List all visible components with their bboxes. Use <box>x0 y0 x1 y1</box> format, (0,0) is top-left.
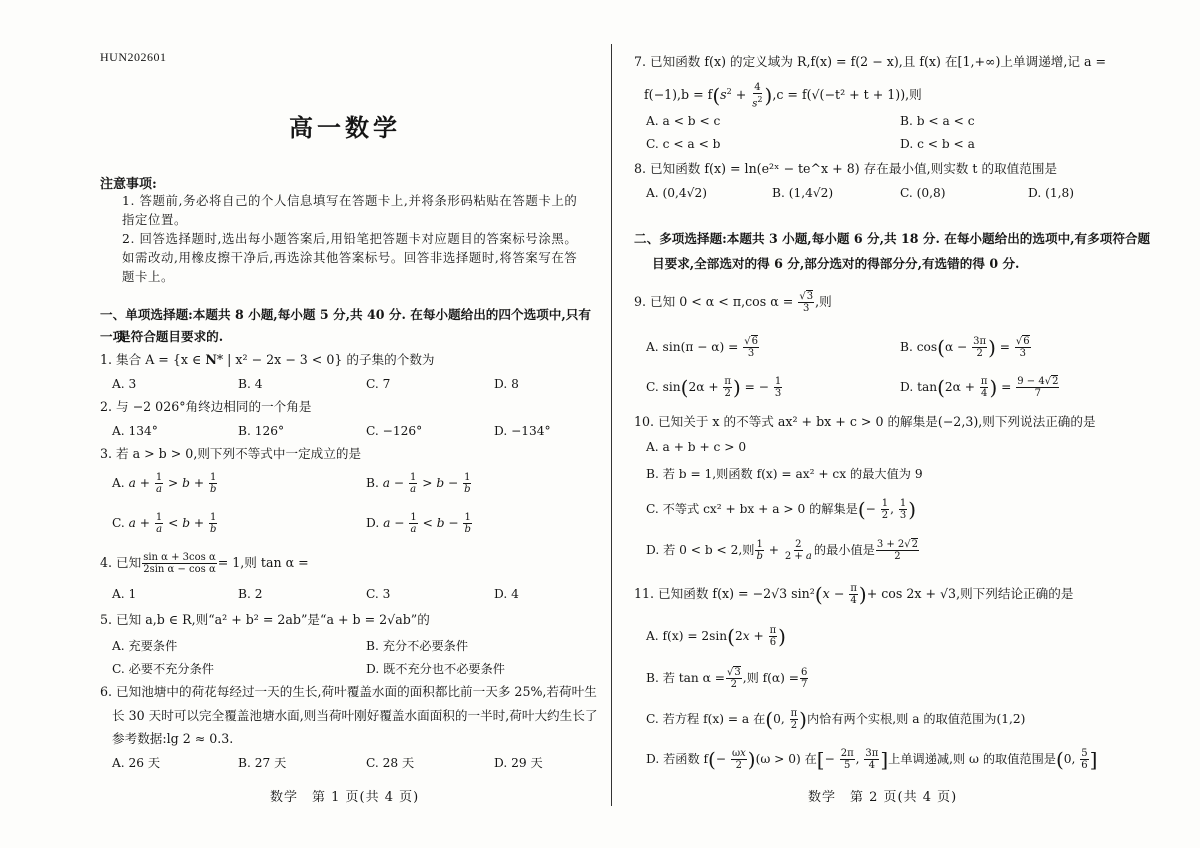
q1-option-c: C. 7 <box>366 377 391 391</box>
q5-option-d: D. 既不充分也不必要条件 <box>366 662 505 676</box>
q2-option-a: A. 134° <box>112 424 158 438</box>
q1-stem-naturals: N <box>205 352 217 367</box>
q11-option-c-text-a: C. 若方程 f(x) = a 在 <box>646 712 766 726</box>
q9-option-d-label: D. <box>900 380 914 394</box>
q1-stem-part-a: 1. 集合 A = {x ∈ <box>100 352 206 367</box>
question-7-line-1: 7. 已知函数 f(x) 的定义域为 R,f(x) = f(2 − x),且 f(x) 在[1,+∞)上单调递增,记 a = <box>634 54 1107 69</box>
question-5-stem: 5. 已知 a,b ∈ R,则“a² + b² = 2ab”是“a + b = 2√ab”的 <box>100 612 430 627</box>
q9-option-d: D. tan(2α + $\frac{\pi}{4}$ ) = $\frac{9 - 4√2}{7}$ <box>900 375 1059 400</box>
question-8-stem: 8. 已知函数 f(x) = ln(e²ˣ − te^x + 8) 存在最小值,则实数 t 的取值范围是 <box>634 161 1058 176</box>
q6-option-c: C. 28 天 <box>366 756 415 770</box>
q9-option-a-label: A. <box>646 340 659 354</box>
q8-option-c: C. (0,8) <box>900 186 946 200</box>
q10-option-a: A. a + b + c > 0 <box>646 440 747 454</box>
q7-option-c: C. c < a < b <box>646 137 721 151</box>
q2-option-c: C. −126° <box>366 424 423 438</box>
q11-option-a-text: A. f(x) = 2sin <box>646 629 728 643</box>
q4-stem-part-b: = 1,则 tan α = <box>217 555 309 570</box>
q11-option-b: B. 若 tan α = $\frac{√3}{2}$ ,则 f(α) = $\frac{6}{7}$ <box>646 667 808 690</box>
q11-option-c: C. 若方程 f(x) = a 在(0, $\frac{\pi}{2}$ )内恰有两个实根,则 a 的取值范围为(1,2) <box>646 707 1026 732</box>
q11-option-a: A. f(x) = 2sin(2x + $\frac{\pi}{6}$ ) <box>646 624 786 649</box>
question-11-stem: 11. 已知函数 f(x) = −2√3 sin²(x − $\frac{\pi}{4}$ )+ cos 2x + √3,则下列结论正确的是 <box>634 582 1074 607</box>
q6-option-a: A. 26 天 <box>112 756 161 770</box>
q1-option-a: A. 3 <box>112 377 137 391</box>
q3-option-b: B. a − $\frac{1}{a}$ > b − $\frac{1}{b}$ <box>366 472 471 495</box>
q7-option-a: A. a < b < c <box>646 114 721 128</box>
q3-option-b-label: B. <box>366 476 379 490</box>
page-2 <box>600 0 1200 848</box>
q5-option-b: B. 充分不必要条件 <box>366 639 469 653</box>
q9-option-c: C. sin(2α + $\frac{\pi}{2}$ ) = − $\frac{1}{3}$ <box>646 375 782 400</box>
q10-option-d: D. 若 0 < b < 2,则 $\frac{1}{b}$ + $\frac{2}{2 + a}$ 的最小值是 $\frac{3 + 2√2}{2}$ <box>646 539 919 562</box>
q9-option-a: A. sin(π − α) = $\frac{√6}{3}$ <box>646 336 758 359</box>
q9-stem-part-b: ,则 <box>815 294 832 309</box>
q8-option-b: B. (1,4√2) <box>772 186 834 200</box>
q11-option-c-text-b: 内恰有两个实根,则 a 的取值范围为(1,2) <box>806 712 1026 726</box>
q3-option-a-label: A. <box>112 476 125 490</box>
q9-option-c-label: C. <box>646 380 659 394</box>
page-1-footer: 数学 第 1 页(共 4 页) <box>270 790 420 805</box>
q10-option-c: C. 不等式 cx² + bx + a > 0 的解集是(− $\frac{1}{2}$ , $\frac{1}{3}$ ) <box>646 497 917 522</box>
q4-stem-part-a: 4. 已知 <box>100 555 142 570</box>
section-2-heading-line2: 目要求,全部选对的得 6 分,部分选对的得部分分,有选错的得 0 分. <box>652 256 1020 271</box>
question-1-stem <box>100 352 435 368</box>
q11-option-b-text-a: B. 若 tan α = <box>646 671 725 685</box>
question-10-stem: 10. 已知关于 x 的不等式 ax² + bx + c > 0 的解集是(−2,3),则下列说法正确的是 <box>634 414 1096 429</box>
q2-option-d: D. −134° <box>494 424 551 438</box>
q3-option-a: A. a + $\frac{1}{a}$ > b + $\frac{1}{b}$ <box>112 472 217 495</box>
q9-option-b-label: B. <box>900 340 913 354</box>
q10-option-d-text-b: 的最小值是 <box>813 543 875 557</box>
q4-option-b: B. 2 <box>238 587 263 601</box>
question-4-stem <box>100 552 309 575</box>
q11-stem-part-a: 11. 已知函数 f(x) = −2√3 sin² <box>634 586 815 601</box>
question-6-line-1: 6. 已知池塘中的荷花每经过一天的生长,荷叶覆盖水面的面积都比前一天多 25%,若荷叶生 <box>100 684 597 699</box>
q1-option-b: B. 4 <box>238 377 263 391</box>
exam-title: 高一数学 <box>289 113 401 142</box>
q3-option-d: D. a − $\frac{1}{a}$ < b − $\frac{1}{b}$ <box>366 512 471 535</box>
q1-stem-part-c: * | x² − 2x − 3 < 0} 的子集的个数为 <box>216 352 435 367</box>
q10-option-c-text: C. 不等式 cx² + bx + a > 0 的解集是 <box>646 502 858 516</box>
q6-option-b: B. 27 天 <box>238 756 287 770</box>
q5-option-a: A. 充要条件 <box>112 639 178 653</box>
q3-option-d-label: D. <box>366 516 380 530</box>
q11-option-d-text-b: (ω > 0) 在 <box>755 752 817 766</box>
section-1-heading-line2: 是符合题目要求的. <box>118 329 224 344</box>
q4-fraction-denominator: 2sin α − cos α <box>143 564 216 575</box>
q7-option-b: B. b < a < c <box>900 114 975 128</box>
notice-heading: 注意事项: <box>100 177 157 192</box>
q10-option-d-text-a: D. 若 0 < b < 2,则 <box>646 543 755 557</box>
q3-option-c-label: C. <box>112 516 125 530</box>
question-7-line-2: $f(-1),b = f(s^2$ + $\frac{4}{s^2}$ ),c = f(√(−t² + t + 1)),则 <box>644 82 922 110</box>
question-9-stem: 9. 已知 0 < α < π,cos α = $\frac{√3}{3}$ ,则 <box>634 291 832 314</box>
notice-item-1: 1. 答题前,务必将自己的个人信息填写在答题卡上,并将条形码粘贴在答题卡上的指定位置。 <box>122 193 578 227</box>
q9-option-b: B. cos(α − $\frac{3\pi}{2}$ ) = $\frac{√6}{3}$ <box>900 335 1030 360</box>
q7-option-d: D. c < b < a <box>900 137 975 151</box>
q4-option-a: A. 1 <box>112 587 137 601</box>
q7-line-2-part-a: f(−1),b = f <box>644 87 713 103</box>
question-6-line-2: 长 30 天时可以完全覆盖池塘水面,则当荷叶刚好覆盖水面面积的一半时,荷叶大约生长了 <box>112 708 598 723</box>
q2-option-b: B. 126° <box>238 424 285 438</box>
q8-option-d: D. (1,8) <box>1028 186 1074 200</box>
q4-option-c: C. 3 <box>366 587 391 601</box>
q11-option-d: D. 若函数 f(− $\frac{\omega x}{2}$ )(ω > 0) 在[− $\frac{2\pi}{5}$ , $\frac{3\pi}{4}$ ]上单调递减,则 ω 的取值范围是(0, $\frac{5}{6}$ ] <box>646 747 1098 772</box>
q9-stem-part-a: 9. 已知 0 < α < π,cos α = <box>634 294 794 309</box>
question-2-stem: 2. 与 −2 026°角终边相同的一个角是 <box>100 399 312 414</box>
q3-option-c: C. a + $\frac{1}{a}$ < b + $\frac{1}{b}$ <box>112 512 217 535</box>
q5-option-c: C. 必要不充分条件 <box>112 662 214 676</box>
q6-option-d: D. 29 天 <box>494 756 543 770</box>
question-6-line-3: 参考数据:lg 2 ≈ 0.3. <box>112 731 234 746</box>
q11-option-d-text-c: 上单调递减,则 ω 的取值范围是 <box>888 752 1056 766</box>
q8-option-a: A. (0,4√2) <box>646 186 707 200</box>
q1-option-d: D. 8 <box>494 377 519 391</box>
q7-line-2-part-b: ,c = f(√(−t² + t + 1)),则 <box>772 87 922 103</box>
notice-item-2: 2. 回答选择题时,选出每小题答案后,用铅笔把答题卡对应题目的答案标号涂黑。如需改动,用橡皮擦干净后,再选涂其他答案标号。回答非选择题时,将答案写在答题卡上。 <box>122 231 578 284</box>
section-1-heading: 一、单项选择题:本题共 8 小题,每小题 5 分,共 40 分. 在每小题给出的四个选项中,只有一项 <box>100 307 591 344</box>
q4-option-d: D. 4 <box>494 587 519 601</box>
section-2-heading: 二、多项选择题:本题共 3 小题,每小题 6 分,共 18 分. 在每小题给出的选项中,有多项符合题 <box>634 231 1151 246</box>
q4-fraction-numerator: sin α + 3cos α <box>143 552 216 563</box>
q11-stem-part-b: + cos 2x + √3,则下列结论正确的是 <box>866 586 1074 601</box>
question-3-stem: 3. 若 a > b > 0,则下列不等式中一定成立的是 <box>100 446 362 461</box>
q11-option-d-text-a: D. 若函数 f <box>646 752 709 766</box>
q10-option-b: B. 若 b = 1,则函数 f(x) = ax² + cx 的最大值为 9 <box>646 467 923 481</box>
exam-code: HUN202601 <box>100 50 167 64</box>
q11-option-b-text-b: ,则 f(α) = <box>742 671 800 685</box>
page-2-footer: 数学 第 2 页(共 4 页) <box>808 790 958 805</box>
